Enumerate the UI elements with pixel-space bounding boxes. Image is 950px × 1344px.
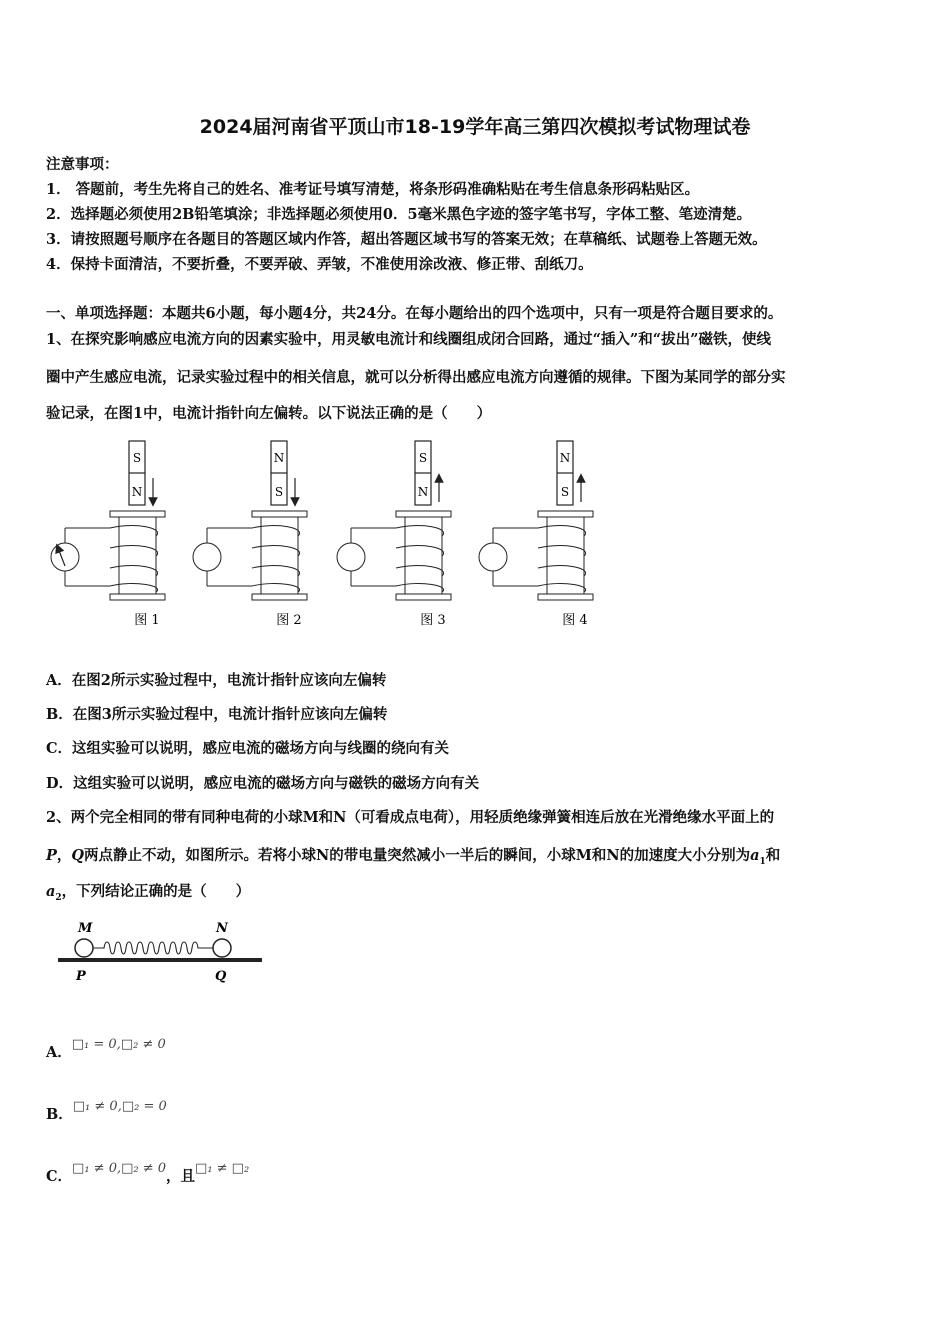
q2-text-line-2 — [46, 844, 780, 867]
q1-text-line-2: 圈中产生感应电流，记录实验过程中的相关信息，就可以分析得出感应电流方向遵循的规律。下图为某同学的部分实 — [46, 369, 786, 386]
option-formula: □₁ ≠ 0,□₂ = 0 — [72, 1099, 167, 1114]
coil-winding — [538, 526, 586, 592]
figure-3 — [337, 441, 451, 628]
magnet-top-pole: N — [559, 451, 571, 465]
q1-option-b: B．在图3所示实验过程中，电流计指针应该向左偏转 — [46, 706, 388, 723]
figure-caption: 图 4 — [562, 613, 588, 628]
option-letter: C． — [46, 1168, 73, 1185]
option-formula: □₁ = 0,□₂ ≠ 0 — [71, 1037, 166, 1052]
a1-subscript: 1 — [759, 856, 766, 867]
q1-text-line-3: 验记录，在图1中，电流计指针向左偏转。以下说法正确的是（ ） — [46, 405, 492, 422]
galvanometer — [337, 543, 365, 571]
q2-text-line-3 — [46, 880, 250, 903]
option-formula: □₁ ≠ 0,□₂ ≠ 0 — [72, 1161, 167, 1176]
notice-item-1: 1． 答题前，考生先将自己的姓名、准考证号填写清楚，将条形码准确粘贴在考生信息条形码粘贴区。 — [46, 181, 700, 198]
coil-winding — [110, 526, 158, 592]
galvanometer — [51, 543, 79, 571]
spring — [93, 942, 213, 954]
q2-option-c — [46, 1162, 249, 1183]
ball-m — [75, 939, 93, 957]
q1-option-c: C．这组实验可以说明，感应电流的磁场方向与线圈的绕向有关 — [46, 740, 450, 757]
notice-heading: 注意事项： — [46, 156, 119, 173]
figure-1 — [51, 441, 165, 628]
notice-item-2: 2．选择题必须使用2B铅笔填涂；非选择题必须使用0．5毫米黑色字迹的签字笔书写，字体工整、笔迹清楚。 — [46, 206, 752, 223]
figure-caption: 图 2 — [276, 613, 302, 628]
option-suffix: ，且 — [166, 1168, 196, 1185]
a1-symbol: a — [750, 847, 760, 864]
a2-subscript: 2 — [55, 892, 62, 903]
ball-m-label: M — [78, 921, 93, 936]
ball-n-label: N — [216, 921, 228, 936]
page-title: 2024届河南省平顶山市18-19学年高三第四次模拟考试物理试卷 — [199, 116, 751, 138]
point-q-label: Q — [71, 847, 85, 864]
figure-2 — [193, 441, 307, 628]
option-letter: B． — [46, 1106, 73, 1123]
q2-text-and: 和 — [765, 847, 781, 864]
figure-caption: 图 1 — [134, 613, 160, 628]
q2-figure — [56, 918, 268, 986]
figure-caption: 图 3 — [420, 613, 446, 628]
magnet-top-pole: S — [132, 451, 142, 465]
magnet-bottom-pole: S — [560, 485, 570, 499]
magnet-bottom-pole: N — [131, 485, 143, 499]
point-p-label: P — [46, 847, 57, 864]
q2-text-line-3-rest: ，下列结论正确的是（ ） — [61, 883, 251, 900]
magnet-bottom-pole: S — [274, 485, 284, 499]
ball-n — [213, 939, 231, 957]
q1-figure — [40, 436, 620, 636]
magnet-top-pole: N — [273, 451, 285, 465]
q2-text-line-2-rest: 两点静止不动，如图所示。若将小球N的带电量突然减小一半后的瞬间，小球M和N的加速度大小分别为 — [84, 847, 751, 864]
ground-surface — [58, 958, 262, 962]
option-formula-2: □₁ ≠ □₂ — [195, 1161, 250, 1176]
figure-4 — [479, 441, 593, 628]
notice-item-3: 3．请按照题号顺序在各题目的答题区域内作答，超出答题区域书写的答案无效；在草稿纸、试题卷上答题无效。 — [46, 231, 767, 248]
galvanometer — [479, 543, 507, 571]
magnet-bottom-pole: N — [417, 485, 429, 499]
galvanometer — [193, 543, 221, 571]
q1-text-line-1: 1、在探究影响感应电流方向的因素实验中，用灵敏电流计和线圈组成闭合回路，通过“插入”和“拔出”磁铁，使线 — [46, 331, 771, 348]
magnet-top-pole: S — [418, 451, 428, 465]
coil-winding — [252, 526, 300, 592]
notice-item-4: 4．保持卡面清洁，不要折叠，不要弄破、弄皱，不准使用涂改液、修正带、刮纸刀。 — [46, 256, 593, 273]
point-q-label: Q — [215, 969, 227, 984]
q2-text-line-1: 2、两个完全相同的带有同种电荷的小球M和N（可看成点电荷），用轻质绝缘弹簧相连后放在光滑绝缘水平面上的 — [46, 809, 775, 826]
option-letter: A． — [46, 1044, 72, 1061]
q2-text-separator: ， — [56, 847, 72, 864]
point-p-label: P — [76, 969, 86, 984]
section-header: 一、单项选择题：本题共6小题，每小题4分，共24分。在每小题给出的四个选项中，只有一项是符合题目要求的。 — [46, 305, 783, 322]
a2-symbol: a — [46, 883, 56, 900]
coil-winding — [396, 526, 444, 592]
q2-option-a — [46, 1038, 166, 1059]
q2-option-b — [46, 1100, 167, 1121]
q1-option-a: A．在图2所示实验过程中，电流计指针应该向左偏转 — [46, 672, 387, 689]
q1-option-d: D．这组实验可以说明，感应电流的磁场方向与磁铁的磁场方向有关 — [46, 775, 480, 792]
